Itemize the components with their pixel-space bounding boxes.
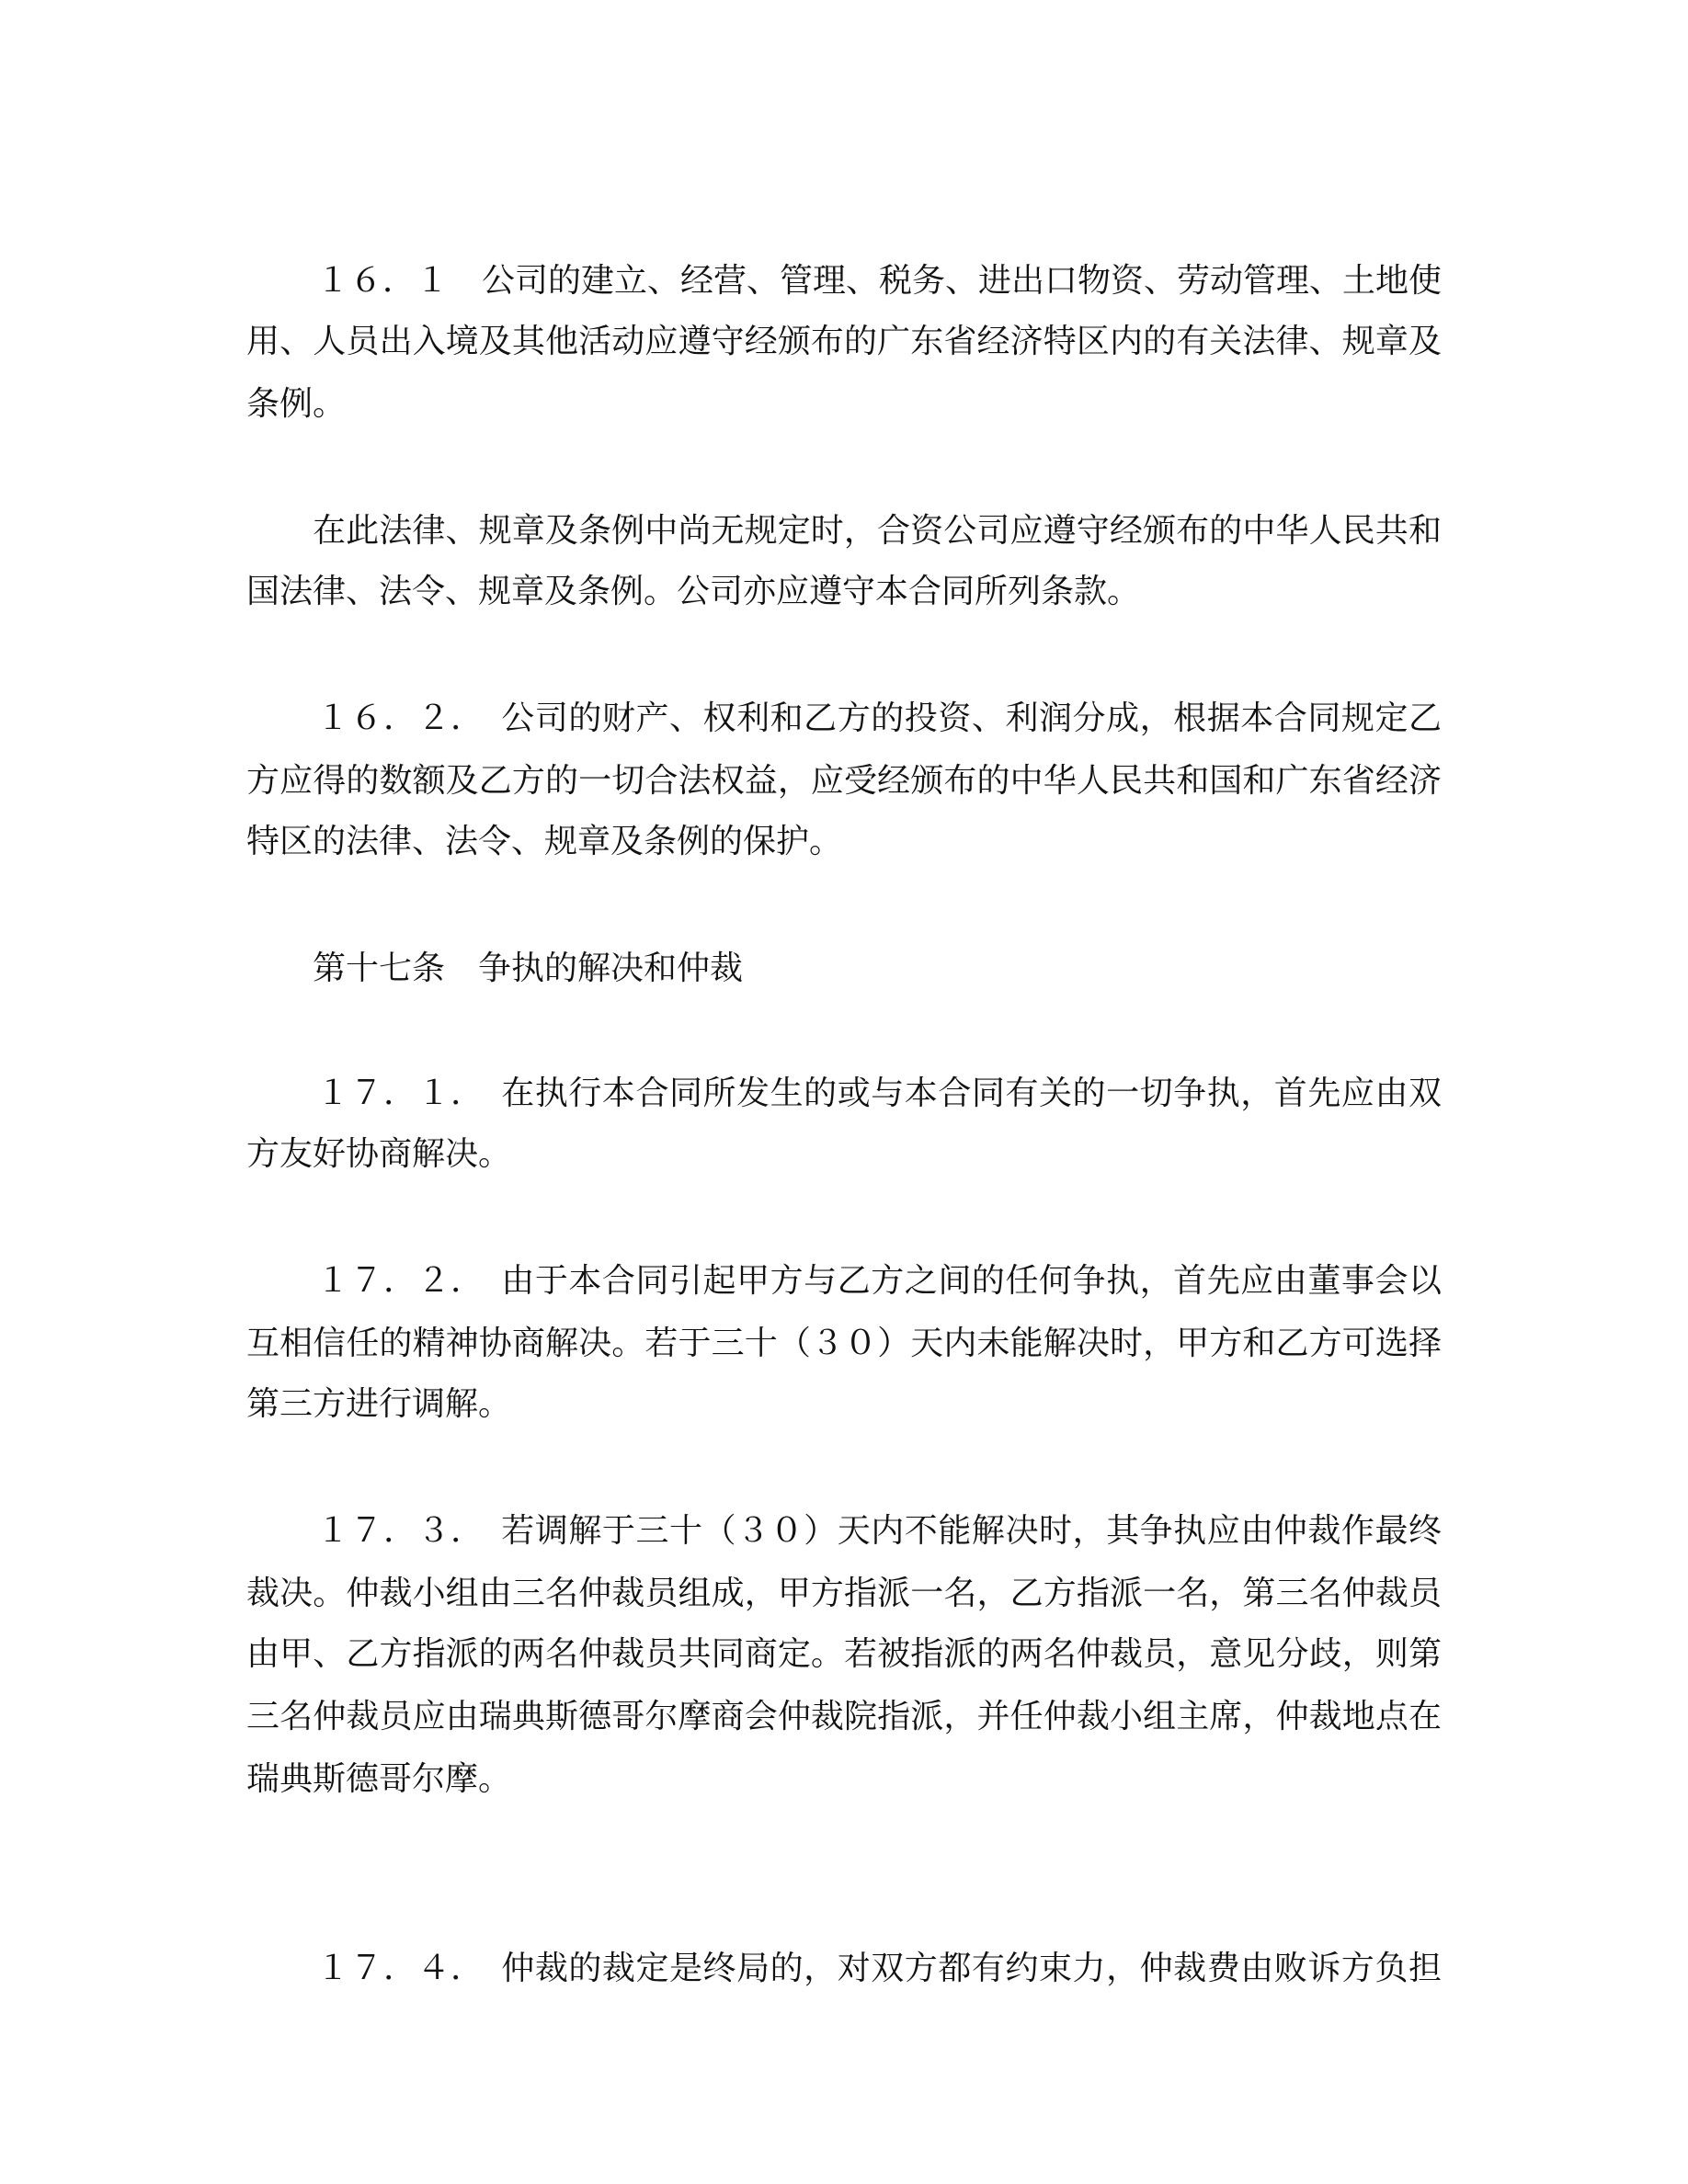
text-line: １７．４． 仲裁的裁定是终局的，对双方都有约束力，仲裁费由败诉方负担 [316,1950,1442,1987]
text-line: 国法律、法令、规章及条例。公司亦应遵守本合同所列条款。 [246,573,1141,610]
text-line: 方友好协商解决。 [246,1135,512,1173]
text-line: １６．２． 公司的财产、权利和乙方的投资、利润分成，根据本合同规定乙 [316,700,1442,737]
text-line: １７．３． 若调解于三十（３０）天内不能解决时，其争执应由仲裁作最终 [316,1512,1442,1550]
text-line: 三名仲裁员应由瑞典斯德哥尔摩商会仲裁院指派，并任仲裁小组主席，仲裁地点在 [246,1698,1442,1735]
text-line: 互相信任的精神协商解决。若于三十（３０）天内未能解决时，甲方和乙方可选择 [246,1325,1442,1362]
text-line: 在此法律、规章及条例中尚无规定时，合资公司应遵守经颁布的中华人民共和 [313,512,1442,550]
text-line: 用、人员出入境及其他活动应遵守经颁布的广东省经济特区内的有关法律、规章及 [246,323,1442,360]
text-line: 裁决。仲裁小组由三名仲裁员组成，甲方指派一名，乙方指派一名，第三名仲裁员 [246,1575,1442,1612]
text-line: １７．２． 由于本合同引起甲方与乙方之间的任何争执，首先应由董事会以 [316,1262,1442,1300]
text-line: 瑞典斯德哥尔摩。 [246,1760,512,1798]
text-line: １６．１ 公司的建立、经营、管理、税务、进出口物资、劳动管理、土地使 [316,262,1443,300]
text-line: 方应得的数额及乙方的一切合法权益，应受经颁布的中华人民共和国和广东省经济 [246,762,1442,800]
section-heading: 第十七条 争执的解决和仲裁 [313,950,744,987]
text-line: 由甲、乙方指派的两名仲裁员共同商定。若被指派的两名仲裁员，意见分歧，则第 [246,1635,1442,1673]
text-line: 第三方进行调解。 [246,1385,512,1423]
text-line: １７．１． 在执行本合同所发生的或与本合同有关的一切争执，首先应由双 [316,1075,1442,1112]
text-line: 特区的法律、法令、规章及条例的保护。 [246,823,843,860]
text-line: 条例。 [246,385,347,423]
